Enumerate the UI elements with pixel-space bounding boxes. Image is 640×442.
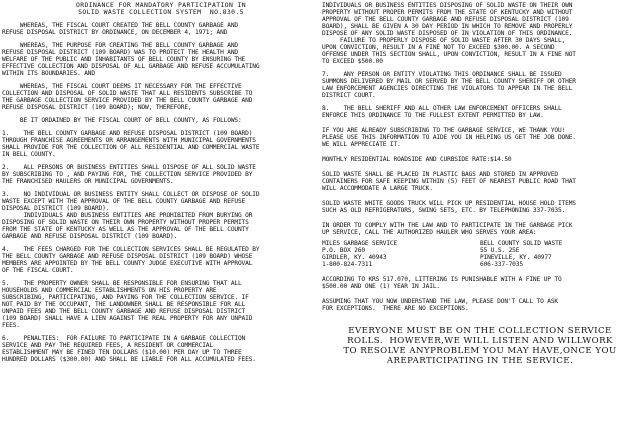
right-column xyxy=(322,2,638,366)
ordinance-heading-line-2: SOLID WASTE COLLECTION SYSTEM NO.830.5 xyxy=(78,8,244,17)
section-4: 4. THE FEES CHARGED FOR THE COLLECTION SERVICES SHALL BE REGULATED BY THE BELL COUNTY GARBAGE AND REFUSE DISPOSAL DISTRICT (109 BOARD) WHOSE MEMBERS ARE APPOINTED BY THE BELL COUNTY JUDGE EXECUTIVE WITH APPROVAL OF THE FISCAL COURT. xyxy=(2,246,260,275)
hauler-2-name: BELL COUNTY SOLID WASTE xyxy=(480,240,563,247)
no-exceptions-notice: ASSUMING THAT YOU NOW UNDERSTAND THE LAW, PLEASE DON'T CALL TO ASK FOR EXCEPTIONS. THERE ARE NO EXCEPTIONS. xyxy=(322,298,558,312)
bag-instructions: SOLID WASTE SHALL BE PLACED IN PLASTIC BAGS AND STORED IN APPROVED CONTAINERS FOR SAFE KEEPING WITHIN (5) FEET OF NEAREST PUBLIC ROAD THAT WILL ACCOMMODATE A LARGE TRUCK. xyxy=(322,171,576,192)
hauler-2-phone: 606-337-7035 xyxy=(480,261,523,268)
hauler-1-city: GIRDLER, KY. 40943 xyxy=(322,254,387,261)
section-6: 6. PENALTIES: FOR FAILURE TO PARTICIPATE IN A GARBAGE COLLECTION SERVICE AND PAY THE REQUIRED FEES, A RESIDENT OR COMMERCIAL ESTABLISHMENT MAY BE FINED TEN DOLLARS ($10.00) PER DAY UP TO THREE HUNDRED DOLLARS ($300.00) AND SHALL BE LIABLE FOR ALL ACCUMULATED FEES. xyxy=(2,335,256,364)
ordinance-heading-line-1: ORDINANCE FOR MANDATORY PARTICIPATION IN xyxy=(76,1,246,9)
whereas-paragraph-3: WHEREAS, THE FISCAL COURT DEEMS IT NECESSARY FOR THE EFFECTIVE COLLECTION AND DISPOSAL OF SOLID WASTE THAT ALL RESIDENTS SUBSCRIBE TO THE GARBAGE COLLECTION SERVICE PROVIDED BY THE BELL COUNTY GARBAGE AND REFUSE DISPOSAL DISTRICT (109 BOARD); NOW, THEREFORE, xyxy=(2,83,253,112)
whereas-paragraph-1: WHEREAS, THE FISCAL COURT CREATED THE BELL COUNTY GARBAGE AND REFUSE DISPOSAL DISTRICT BY ORDINANCE, ON DECEMBER 4, 1971; AND xyxy=(2,22,238,37)
closing-statement: EVERYONE MUST BE ON THE COLLECTION SERVICE ROLLS. HOWEVER,WE WILL LISTEN AND WILLWORK TO RESOLVE ANYPROBLEM YOU MAY HAVE,ONCE YOU AREPARTICIPATING IN THE SERVICE. xyxy=(343,326,617,366)
hauler-2-street: 55 U.S. 25E xyxy=(480,247,520,254)
section-5: 5. THE PROPERTY OWNER SHALL BE RESPONSIBLE FOR ENSURING THAT ALL HOUSEHOLDS AND COMMERCIAL ESTABLISHMENTS ON HIS PROPERTY ARE SUBSCRIBING, PARTICIPATING, AND PAYING FOR THE COLLECTION SERVICE. IF NOT PAID BY THE OCCUPANT, THE LANDOWNER SHALL BE RESPONSIBLE FOR ALL UNPAID FEES AND THE BELL COUNTY GARBAGE AND REFUSE DISPOSAL DISTRICT (109 BOARD) SHALL HAVE A LIEN AGAINST THE REAL PROPERTY FOR ANY UNPAID FEES. xyxy=(2,280,253,330)
ordained-paragraph: BE IT ORDAINED BY THE FISCAL COURT OF BELL COUNTY, AS FOLLOWS: xyxy=(2,117,242,125)
subscriber-notice: IF YOU ARE ALREADY SUBSCRIBING TO THE GARBAGE SERVICE, WE THANK YOU! PLEASE USE THIS INFORMATION TO AIDE YOU IN HELPING US GET THE JOB DONE. WE WILL APPRECIATE IT. xyxy=(322,127,576,148)
hauler-bell-county-solid-waste xyxy=(480,240,638,268)
section-6-continued: INDIVIDUALS OR BUSINESS ENTITIES DISPOSING OF SOLID WASTE ON THEIR OWN PROPERTY WITHOUT PROPER PERMITS FROM THE STATE OF KENTUCKY AND WITHOUT APPROVAL OF THE BELL COUNTY GARBAGE AND REFUSE DISPOSAL DISTRICT (109 BOARD), SHALL BE GIVEN A 30 DAY PERIOD IN WHICH TO REMOVE AND PROPERLY DISPOSE OF ANY SOLID WASTE DISPOSED OF IN VIOLATION OF THIS ORDINANCE. FAILURE TO PROPERLY DISPOSE OF SOLID WASTE AFTER 30 DAYS SHALL, UPON CONVICTION, RESULT IN A FINE NOT TO EXCEED $300.00. A SECOND OFFENSE UNDER THIS SECTION SHALL, UPON CONVICTION, RESULT IN A FINE NOT TO EXCEED $500.00 xyxy=(322,2,576,65)
monthly-rate: MONTHLY RESIDENTIAL ROADSIDE AND CURBSIDE RATE:$14.50 xyxy=(322,156,512,163)
hauler-miles-garbage xyxy=(322,240,480,268)
hauler-1-name: MILES GARBAGE SERVICE xyxy=(322,240,398,247)
hauler-addresses xyxy=(322,240,638,268)
hauler-2-city: PINEVILLE, KY. 40977 xyxy=(480,254,552,261)
hauler-1-phone: 1-800-824-7311 xyxy=(322,261,373,268)
whereas-paragraph-2: WHEREAS, THE PURPOSE FOR CREATING THE BELL COUNTY GARBAGE AND REFUSE DISPOSAL DISTRICT (109 BOARD) WAS TO PROTECT THE HEALTH AND WELFARE OF THE PUBLIC AND INHABITANTS OF BELL COUNTY BY ENSURING THE EFFECTIVE COLLECTION AND DISPOSAL OF ALL GARBAGE AND REFUSE ACCUMULATING WITHIN ITS BOUNDARIES. AND xyxy=(2,42,260,78)
littering-law-notice: ACCORDING TO KRS 517.070, LITTERING IS PUNISHABLE WITH A FINE UP TO $500.00 AND ONE (1) YEAR IN JAIL. xyxy=(322,276,562,290)
comply-instructions: IN ORDER TO COMPLY WITH THE LAW AND TO PARTICIPATE IN THE GARBAGE PICK UP SERVICE, CALL THE AUTHORIZED HAULER WHO SERVES YOUR AREA: xyxy=(322,222,573,236)
section-7: 7. ANY PERSON OR ENTITY VIOLATING THIS ORDINANCE SHALL BE ISSUED SUMMONS DELIVERED BY MAIL OR SERVED BY THE BELL COUNTY SHERIFF OR OTHER LAW ENFORCEMENT AGENCIES DIRECTING THE VIOLATORS TO APPEAR IN THE BELL DISTRICT COURT. xyxy=(322,71,576,99)
hauler-1-street: P.O. BOX 260 xyxy=(322,247,365,254)
white-goods-notice: SOLID WASTE WHITE GOODS TRUCK WILL PICK UP RESIDENTIAL HOUSE HOLD ITEMS SUCH AS OLD REFRIGERATORS, SWING SETS, ETC. BY TELEPHONING 337-7035. xyxy=(322,200,576,214)
left-column xyxy=(2,2,320,363)
section-8: 8. THE BELL SHERIFF AND ALL OTHER LAW ENFORCEMENT OFFICERS SHALL ENFORCE THIS ORDINANCE TO THE FULLEST EXTENT PERMITTED BY LAW. xyxy=(322,105,562,119)
section-1: 1. THE BELL COUNTY GARBAGE AND REFUSE DISPOSAL DISTRICT (109 BOARD) THROUGH FRANCHISE AGREEMENTS OR ARRANGEMENTS WITH MUNICIPAL GOVERNMENTS SHALL PROVIDE FOR THE COLLECTION OF ALL RESIDENTIAL AND COMMERCIAL WASTE IN BELL COUNTY. xyxy=(2,130,260,159)
section-3: 3. NO INDIVIDUAL OR BUSINESS ENTITY SHALL COLLECT OR DISPOSE OF SOLID WASTE EXCEPT WITH THE APPROVAL OF THE BELL COUNTY GARBAGE AND REFUSE DISPOSAL DISTRICT (109 BOARD). INDIVIDUALS AND BUSINESS ENTITIES ARE PROHIBITED FROM BURYING OR DISPOSING OF SOLID WASTE ON THEIR OWN PROPERTY WITHOUT PROPER PERMITS FROM THE STATE OF KENTUCKY AS WELL AS THE APPROVAL OF THE BELL COUNTY GARBAGE AND REFUSE DISPOSAL DISTRICT (109 BOARD). xyxy=(2,191,260,241)
section-2: 2. ALL PERSONS OR BUSINESS ENTITIES SHALL DISPOSE OF ALL SOLID WASTE BY SUBSCRIBING TO , AND PAYING FOR, THE COLLECTION SERVICE PROVIDED BY THE FRANCHISED HAULERS OR MUNICIPAL GOVERNMENTS. xyxy=(2,164,256,186)
